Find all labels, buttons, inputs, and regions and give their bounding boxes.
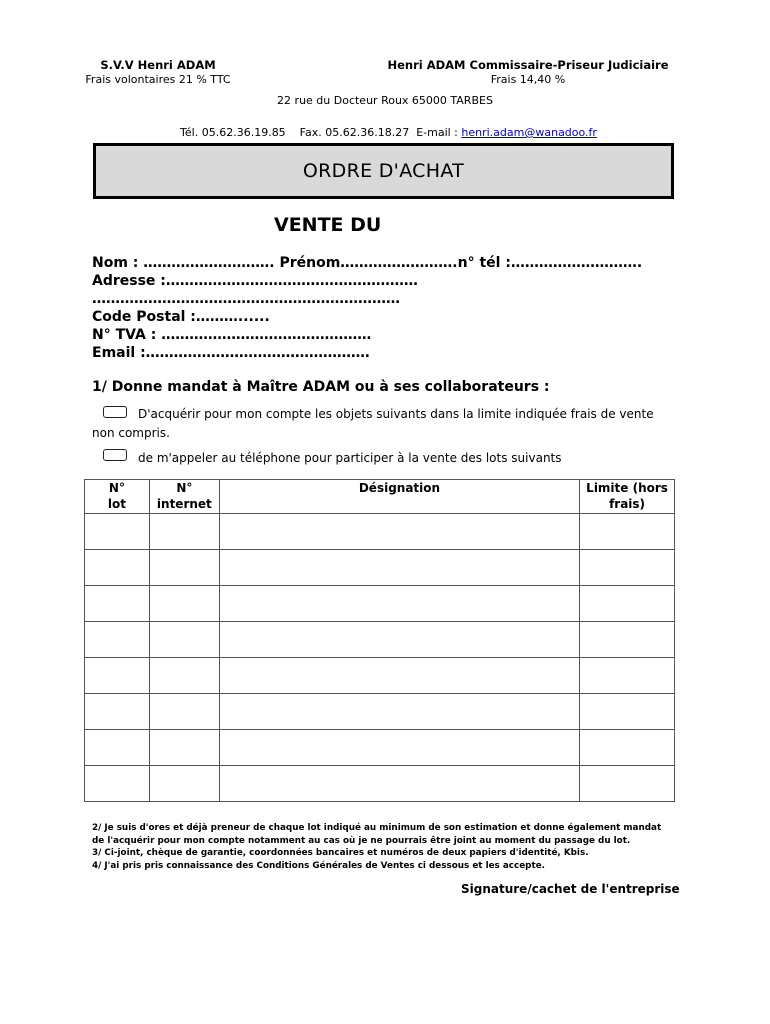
page-title <box>93 143 674 199</box>
page-title-text: ORDRE D'ACHAT <box>302 160 465 182</box>
limit-cell[interactable] <box>580 586 675 622</box>
limit-cell[interactable] <box>580 514 675 550</box>
seller-name: S.V.V Henri ADAM <box>100 58 216 72</box>
column-limit-line2: frais) <box>609 497 646 511</box>
column-lot-number-line2: lot <box>107 497 126 511</box>
lots-table <box>84 479 675 802</box>
lot-cell[interactable] <box>85 694 150 730</box>
contact-line <box>0 109 770 141</box>
email-link[interactable]: henri.adam@wanadoo.fr <box>461 126 597 139</box>
column-designation-label: Désignation <box>358 481 441 495</box>
limit-cell[interactable] <box>580 622 675 658</box>
table-row <box>85 586 675 622</box>
table-row <box>85 694 675 730</box>
designation-cell[interactable] <box>219 694 579 730</box>
limit-cell[interactable] <box>580 766 675 802</box>
column-lot-number <box>85 480 150 514</box>
table-row <box>85 550 675 586</box>
internet-cell[interactable] <box>149 586 219 622</box>
limit-cell[interactable] <box>580 550 675 586</box>
lot-cell[interactable] <box>85 766 150 802</box>
note-minimum-bid: 2/ Je suis d'ores et déjà preneur de chaque lot indiqué au minimum de son estimation et donne également mandat <box>92 823 662 833</box>
designation-cell[interactable] <box>219 550 579 586</box>
note-terms-accepted: 4/ J'ai pris pris connaissance des Conditions Générales de Ventes ci dessous et les accepte. <box>92 860 545 871</box>
table-row <box>85 514 675 550</box>
column-internet-number-line1: N° <box>176 481 193 495</box>
column-internet-number-line2: internet <box>156 497 212 511</box>
address-field-continued[interactable]: ………………………………………………………… <box>92 291 400 307</box>
postal-address: 22 rue du Docteur Roux 65000 TARBES <box>277 94 493 107</box>
internet-cell[interactable] <box>149 766 219 802</box>
lot-cell[interactable] <box>85 586 150 622</box>
internet-cell[interactable] <box>149 658 219 694</box>
column-limit <box>580 480 675 514</box>
postal-code-field[interactable]: Code Postal :………...... <box>92 309 270 325</box>
designation-cell[interactable] <box>219 622 579 658</box>
designation-cell[interactable] <box>219 766 579 802</box>
signature-label: Signature/cachet de l'entreprise <box>461 882 680 896</box>
auctioneer-name: Henri ADAM Commissaire-Priseur Judiciaire <box>387 58 669 72</box>
lot-cell[interactable] <box>85 514 150 550</box>
internet-cell[interactable] <box>149 694 219 730</box>
internet-cell[interactable] <box>149 730 219 766</box>
mandate-heading: 1/ Donne mandat à Maître ADAM ou à ses collaborateurs : <box>92 379 550 395</box>
table-row <box>85 766 675 802</box>
terms-notes <box>92 822 692 872</box>
lot-cell[interactable] <box>85 550 150 586</box>
address-field[interactable]: Adresse :……………………………………………… <box>92 273 418 289</box>
lot-cell[interactable] <box>85 622 150 658</box>
column-lot-number-line1: N° <box>108 481 125 495</box>
designation-cell[interactable] <box>219 730 579 766</box>
lot-cell[interactable] <box>85 730 150 766</box>
purchase-option-text-continued: non compris. <box>92 426 170 440</box>
note-minimum-bid-continued: de l'acquérir pour mon compte notamment au cas où je ne pourrais être joint au moment du passage du lot. <box>92 835 631 846</box>
table-header-row <box>85 480 675 514</box>
limit-cell[interactable] <box>580 658 675 694</box>
table-row <box>85 658 675 694</box>
limit-cell[interactable] <box>580 694 675 730</box>
designation-cell[interactable] <box>219 514 579 550</box>
column-internet-number <box>149 480 219 514</box>
designation-cell[interactable] <box>219 658 579 694</box>
phone-bid-option-text: de m'appeler au téléphone pour participer à la vente des lots suivants <box>138 451 562 465</box>
email-field[interactable]: Email :………………………………………… <box>92 345 370 361</box>
phone-fax: Tél. 05.62.36.19.85 Fax. 05.62.36.18.27 E-mail : <box>180 126 462 139</box>
purchase-option-text: D'acquérir pour mon compte les objets suivants dans la limite indiquée frais de vente <box>138 407 654 421</box>
table-row <box>85 730 675 766</box>
vat-number-field[interactable]: N° TVA : ……………………………………… <box>92 327 372 343</box>
note-attachments: 3/ Ci-joint, chèque de garantie, coordonnées bancaires et numéros de deux papiers d'identité, Kbis. <box>92 848 589 858</box>
sale-date-label: VENTE DU <box>274 214 382 236</box>
judicial-fees: Frais 14,40 % <box>490 73 566 86</box>
name-phone-field[interactable]: Nom : ………………………. Prénom…………………….n° tél :………………………. <box>92 255 643 271</box>
table-row <box>85 622 675 658</box>
internet-cell[interactable] <box>149 622 219 658</box>
limit-cell[interactable] <box>580 730 675 766</box>
column-limit-line1: Limite (hors <box>586 481 668 495</box>
designation-cell[interactable] <box>219 586 579 622</box>
internet-cell[interactable] <box>149 514 219 550</box>
internet-cell[interactable] <box>149 550 219 586</box>
phone-bid-checkbox[interactable] <box>103 449 127 461</box>
column-designation <box>219 480 579 514</box>
lot-cell[interactable] <box>85 658 150 694</box>
purchase-checkbox[interactable] <box>103 406 127 418</box>
voluntary-fees: Frais volontaires 21 % TTC <box>85 73 231 86</box>
